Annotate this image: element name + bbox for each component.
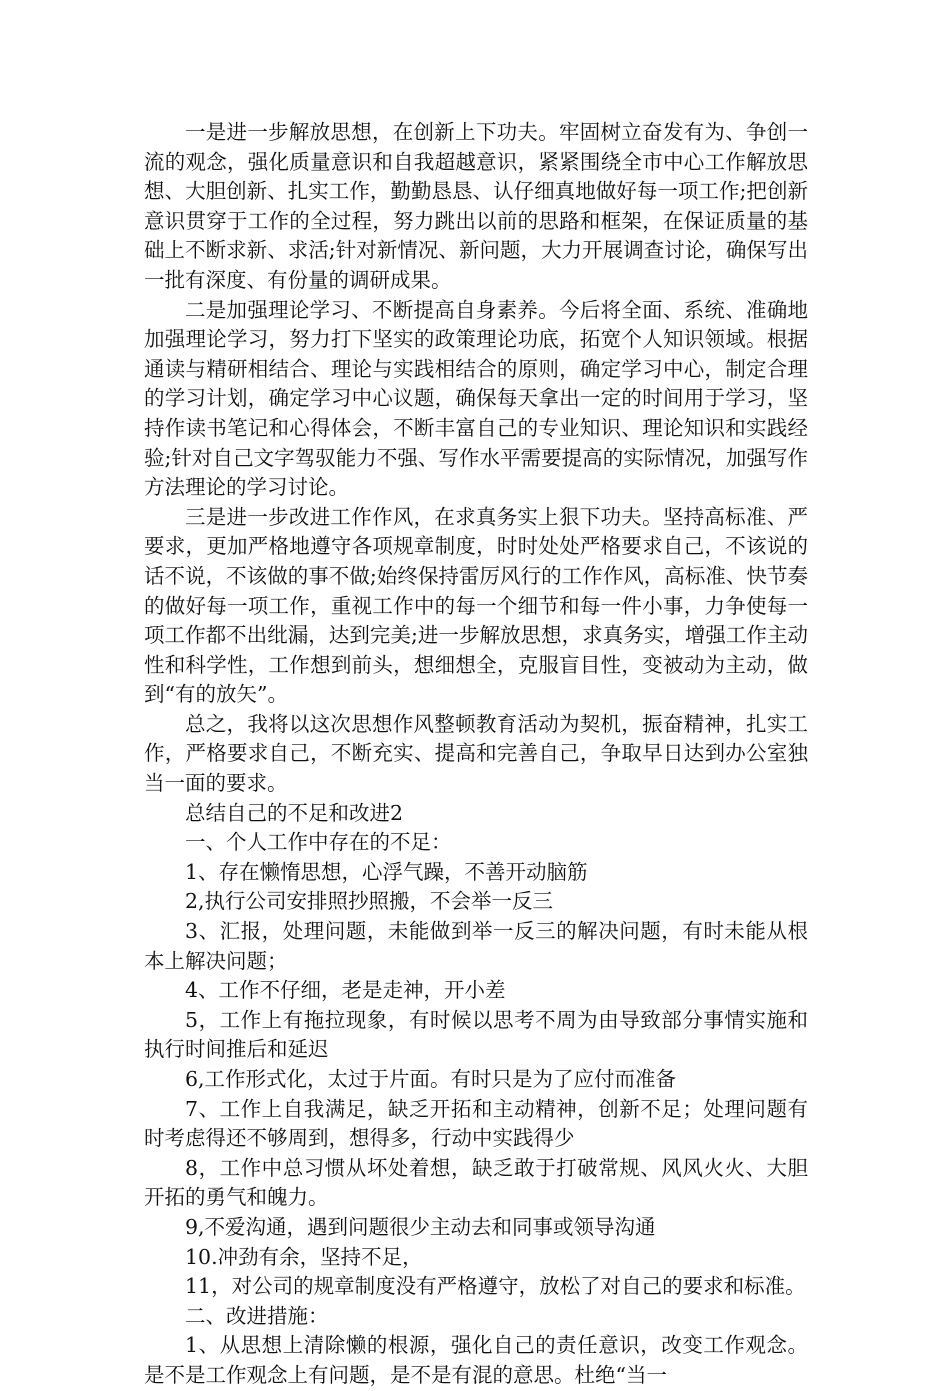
list-item: 9,不爱沟通，遇到问题很少主动去和同事或领导沟通	[185, 1214, 656, 1239]
list-item: 8，工作中总习惯从坏处着想，缺乏敢于打破常规、风风火火、大胆开拓的勇气和魄力。	[144, 1155, 808, 1210]
list-item: 5，工作上有拖拉现象，有时候以思考不周为由导致部分事情实施和执行时间推后和延迟	[144, 1007, 808, 1062]
list-item: 3、汇报，处理问题，未能做到举一反三的解决问题，有时未能从根本上解决问题；	[144, 919, 808, 973]
list-item: 4、工作不仔细，老是走神，开小差	[185, 978, 506, 1003]
list-item: 1、存在懒惰思想，心浮气躁，不善开动脑筋	[185, 859, 588, 884]
list-item: 7、工作上自我满足，缺乏开拓和主动精神，创新不足；处理问题有时考虑得还不够周到，想得多，行动中实践得少	[144, 1096, 808, 1151]
list-item: 1、从思想上清除懒的根源，强化自己的责任意识，改变工作观念。是不是工作观念上有问题，是不是有混的意思。杜绝“当一	[144, 1333, 808, 1387]
paragraph-point-one: 一是进一步解放思想，在创新上下功夫。牢固树立奋发有为、争创一流的观念，强化质量意识和自我超越意识，紧紧围绕全市中心工作解放思想、大胆创新、扎实工作，勤勤恳恳、认仔细真地做好每一项工作;把创新意识贯穿于工作的全过程，努力跳出以前的思路和框架，在保证质量的基础上不断求新、求活;针对新情况、新问题，大力开展调查讨论，确保写出一批有深度、有份量的调研成果。	[144, 120, 808, 292]
subheading-improvements: 二、改进措施：	[185, 1303, 329, 1328]
list-item: 6,工作形式化，太过于片面。有时只是为了应付而准备	[185, 1067, 677, 1091]
paragraph-point-two: 二是加强理论学习、不断提高自身素养。今后将全面、系统、准确地加强理论学习，努力打下坚实的政策理论功底，拓宽个人知识领域。根据通读与精研相结合、理论与实践相结合的原则，确定学习中心，制定合理的学习计划，确定学习中心议题，确保每天拿出一定的时间用于学习，坚持作读书笔记和心得体会，不断丰富自己的专业知识、理论知识和实践经验;针对自己文字驾驭能力不强、写作水平需要提高的实际情况，加强写作方法理论的学习讨论。	[144, 297, 808, 500]
list-item: 11，对公司的规章制度没有严格遵守，放松了对自己的要求和标准。	[185, 1274, 806, 1299]
paragraph-conclusion: 总之，我将以这次思想作风整顿教育活动为契机，振奋精神，扎实工作，严格要求自己，不断充实、提高和完善自己，争取早日达到办公室独当一面的要求。	[144, 711, 808, 796]
paragraph-point-three: 三是进一步改进工作作风，在求真务实上狠下功夫。坚持高标准、严要求，更加严格地遵守各项规章制度，时时处处严格要求自己，不该说的话不说，不该做的事不做;始终保持雷厉风行的工作作风，高标准、快节奏的做好每一项工作，重视工作中的每一个细节和每一件小事，力争使每一项工作都不出纰漏，达到完美;进一步解放思想，求真务实，增强工作主动性和科学性，工作想到前头，想细想全，克服盲目性，变被动为主动，做到“有的放矢”。	[144, 504, 808, 707]
subheading-shortcomings: 一、个人工作中存在的不足：	[185, 830, 452, 855]
section-heading: 总结自己的不足和改进2	[185, 800, 404, 825]
list-item: 2,执行公司安排照抄照搬，不会举一反三	[185, 889, 554, 914]
list-item: 10.冲劲有余，坚持不足，	[185, 1244, 423, 1269]
document-body	[144, 118, 808, 1391]
